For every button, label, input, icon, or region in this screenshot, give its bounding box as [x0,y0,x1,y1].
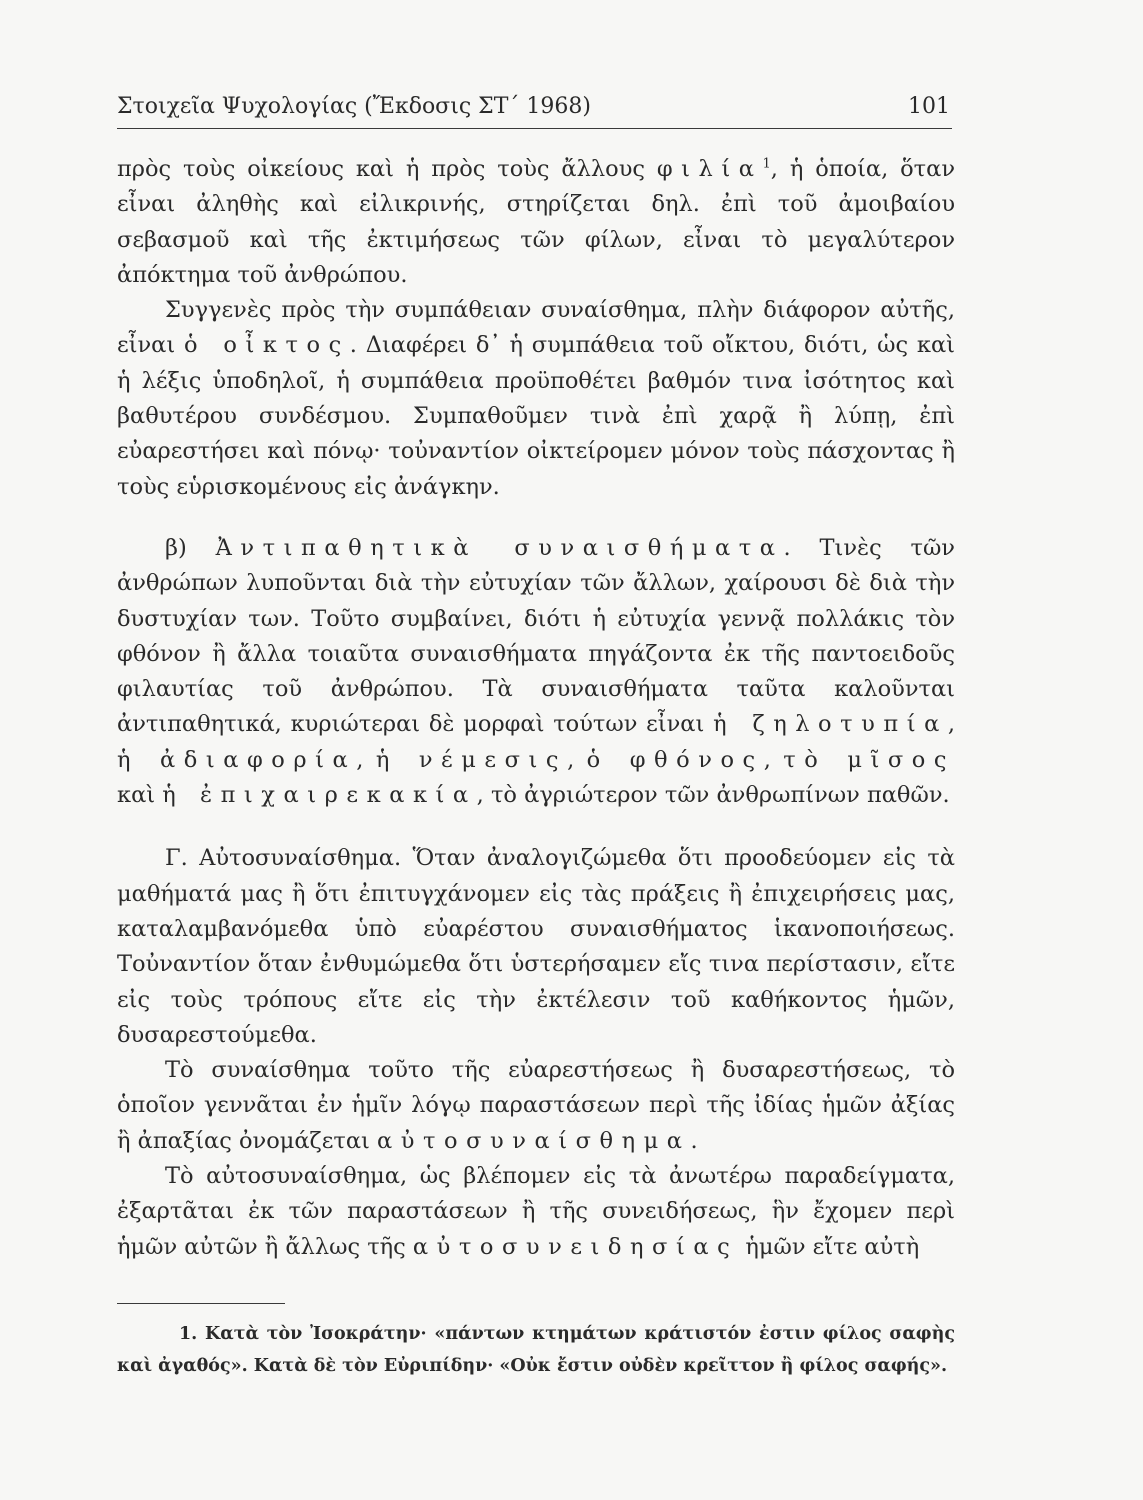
separator: , [947,711,955,738]
section-heading-self-feeling: Γ. Αὐτοσυναίσθημα. [165,845,402,872]
text-run: Συγγενὲς πρὸς τὴν συμπάθειαν συναίσθημα, πλὴν διάφορον αὐτῆς, εἶναι [117,297,955,359]
separator: , [567,746,587,773]
text-run: πρὸς τοὺς οἰκείους καὶ ἡ πρὸς τοὺς ἄλλους [117,156,657,182]
spaced-term: ἡ ἐπιχαιρεκακία [162,782,477,809]
paragraph-antipathetic [117,531,955,813]
spaced-term: ὁ φθόνος [586,746,764,773]
separator: , [356,746,376,773]
footnote: 1. Κατὰ τὸν Ἰσοκράτην· «πάντων κτημάτων κράτιστόν ἐστιν φίλος σαφὴς καὶ ἀγαθός». Κατὰ δὲ τὸν Εὐριπίδην· «Οὐκ ἔστιν οὐδὲν κρεῖττον ἢ φίλος σαφής». [117,1324,955,1376]
spaced-term-aftosynaisthima: αὐτοσυναίσθημα [377,1127,691,1154]
paragraph-pity [117,293,955,505]
spaced-term: ἡ ἀδιαφορία [117,746,357,773]
separator: , [763,746,784,773]
spaced-term-oiktos: ὁ οἶκτος [183,332,350,359]
section-heading-antipathetic: Ἀντιπαθητικὰ συναισθήματα [215,534,784,561]
paragraph-dependency [117,1159,955,1265]
text-run: . Διαφέρει δ᾿ ἡ συμπάθεια τοῦ οἴκτου, διότι, ὡς καὶ ἡ λέξις ὑποδηλοῖ, ἡ συμπάθεια προϋποθέτει βαθμόν τινα ἰσότητος καὶ βαθυτέρου συνδέσμου. Συμπαθοῦμεν τινὰ ἐπὶ χαρᾷ ἢ λύπῃ, ἐπὶ εὐαρεστήσει καὶ πόνῳ· τοὐναντίον οἰκτείρομεν μόνον τοὺς πάσχοντας ἢ τοὺς εὑρισκομένους εἰς ἀνάγκην. [117,332,955,500]
spaced-term-filia: φιλία [656,156,763,182]
spaced-term: τὸ μῖσος [783,746,956,773]
text-run: , ἡ ὁποία, ὅταν εἶναι ἀληθὴς καὶ εἰλικρινής, στηρίζεται δηλ. ἐπὶ τοῦ ἀμοιβαίου σεβασμοῦ καὶ τῆς ἐκτιμήσεως τῶν φίλων, εἶναι τὸ μεγαλύτερον ἀπόκτημα τοῦ ἀνθρώπου. [117,156,955,288]
text-run: Τὸ αὐτοσυναίσθημα, ὡς βλέπομεν εἰς τὰ ἀνωτέρω παραδείγματα, ἐξαρτᾶται ἐκ τῶν παραστάσεων ἢ τῆς συνειδήσεως, ἣν ἔχομεν περὶ ἡμῶν αὐτῶν ἢ ἄλλως τῆς [117,1163,955,1260]
text-run: ἡμῶν εἴτε αὐτὴ [738,1233,920,1260]
text-run: . [690,1127,698,1154]
main-text [117,152,955,1265]
page-number: 101 [908,94,950,119]
paragraph-definition [117,1053,955,1159]
running-header [117,88,952,129]
text-run: Τὸ συναίσθημα τοῦτο τῆς εὐαρεστήσεως ἢ δυσαρεστήσεως, τὸ ὁποῖον γεννᾶται ἐν ἡμῖν λόγῳ παραστάσεων περὶ τῆς ἰδίας ἡμῶν ἀξίας ἢ ἀπαξίας ὀνομάζεται [117,1057,955,1154]
paragraph-friendship [117,152,955,293]
text-run: , τὸ ἀγριώτερον τῶν ἀνθρωπίνων παθῶν. [476,782,950,809]
running-title: Στοιχεῖα Ψυχολογίας (Ἔκδοσις ΣΤ΄ 1968) [117,94,591,119]
spaced-term: ἡ ζηλοτυπία [713,711,948,738]
text-run: Ὅταν ἀναλογιζώμεθα ὅτι προοδεύομεν εἰς τὰ μαθήματά μας ἢ ὅτι ἐπιτυγχάνομεν εἰς τὰς πράξεις ἢ ἐπιχειρήσεις μας, καταλαμβανόμεθα ὑπὸ εὐαρέστου συναισθήματος ἱκανοποιήσεως. Τοὐναντίον ὅταν ἐνθυμώμεθα ὅτι ὑστερήσαμεν εἴς τινα περίστασιν, εἴτε εἰς τοὺς τρόπους εἴτε εἰς τὴν ἐκτέλεσιν τοῦ καθήκοντος ἡμῶν, δυσαρεστούμεθα. [117,845,955,1048]
spaced-term: ἡ νέμεσις [375,746,568,773]
separator: καὶ [117,782,163,809]
footnote-marker: 1 [762,156,771,172]
text-run: . Τινὲς τῶν ἀνθρώπων λυποῦνται διὰ τὴν εὐτυχίαν τῶν ἄλλων, χαίρουσι δὲ διὰ τὴν δυστυχίαν των. Τοῦτο συμβαίνει, διότι ἡ εὐτυχία γεννᾷ πολλάκις τὸν φθόνον ἢ ἄλλα τοιαῦτα συναισθήματα πηγάζοντα ἐκ τῆς παντοειδοῦς φιλαυτίας τοῦ ἀνθρώπου. Τὰ συναισθήματα ταῦτα καλοῦνται ἀντιπαθητικά, κυριώτεραι δὲ μορφαὶ τούτων εἶναι [117,534,955,738]
paragraph-self-feeling [117,841,955,1053]
footnote-divider [117,1303,285,1304]
spaced-term-aftosyneidisia: αὐτοσυνειδησίας [412,1233,739,1260]
section-label: β) [165,534,216,561]
